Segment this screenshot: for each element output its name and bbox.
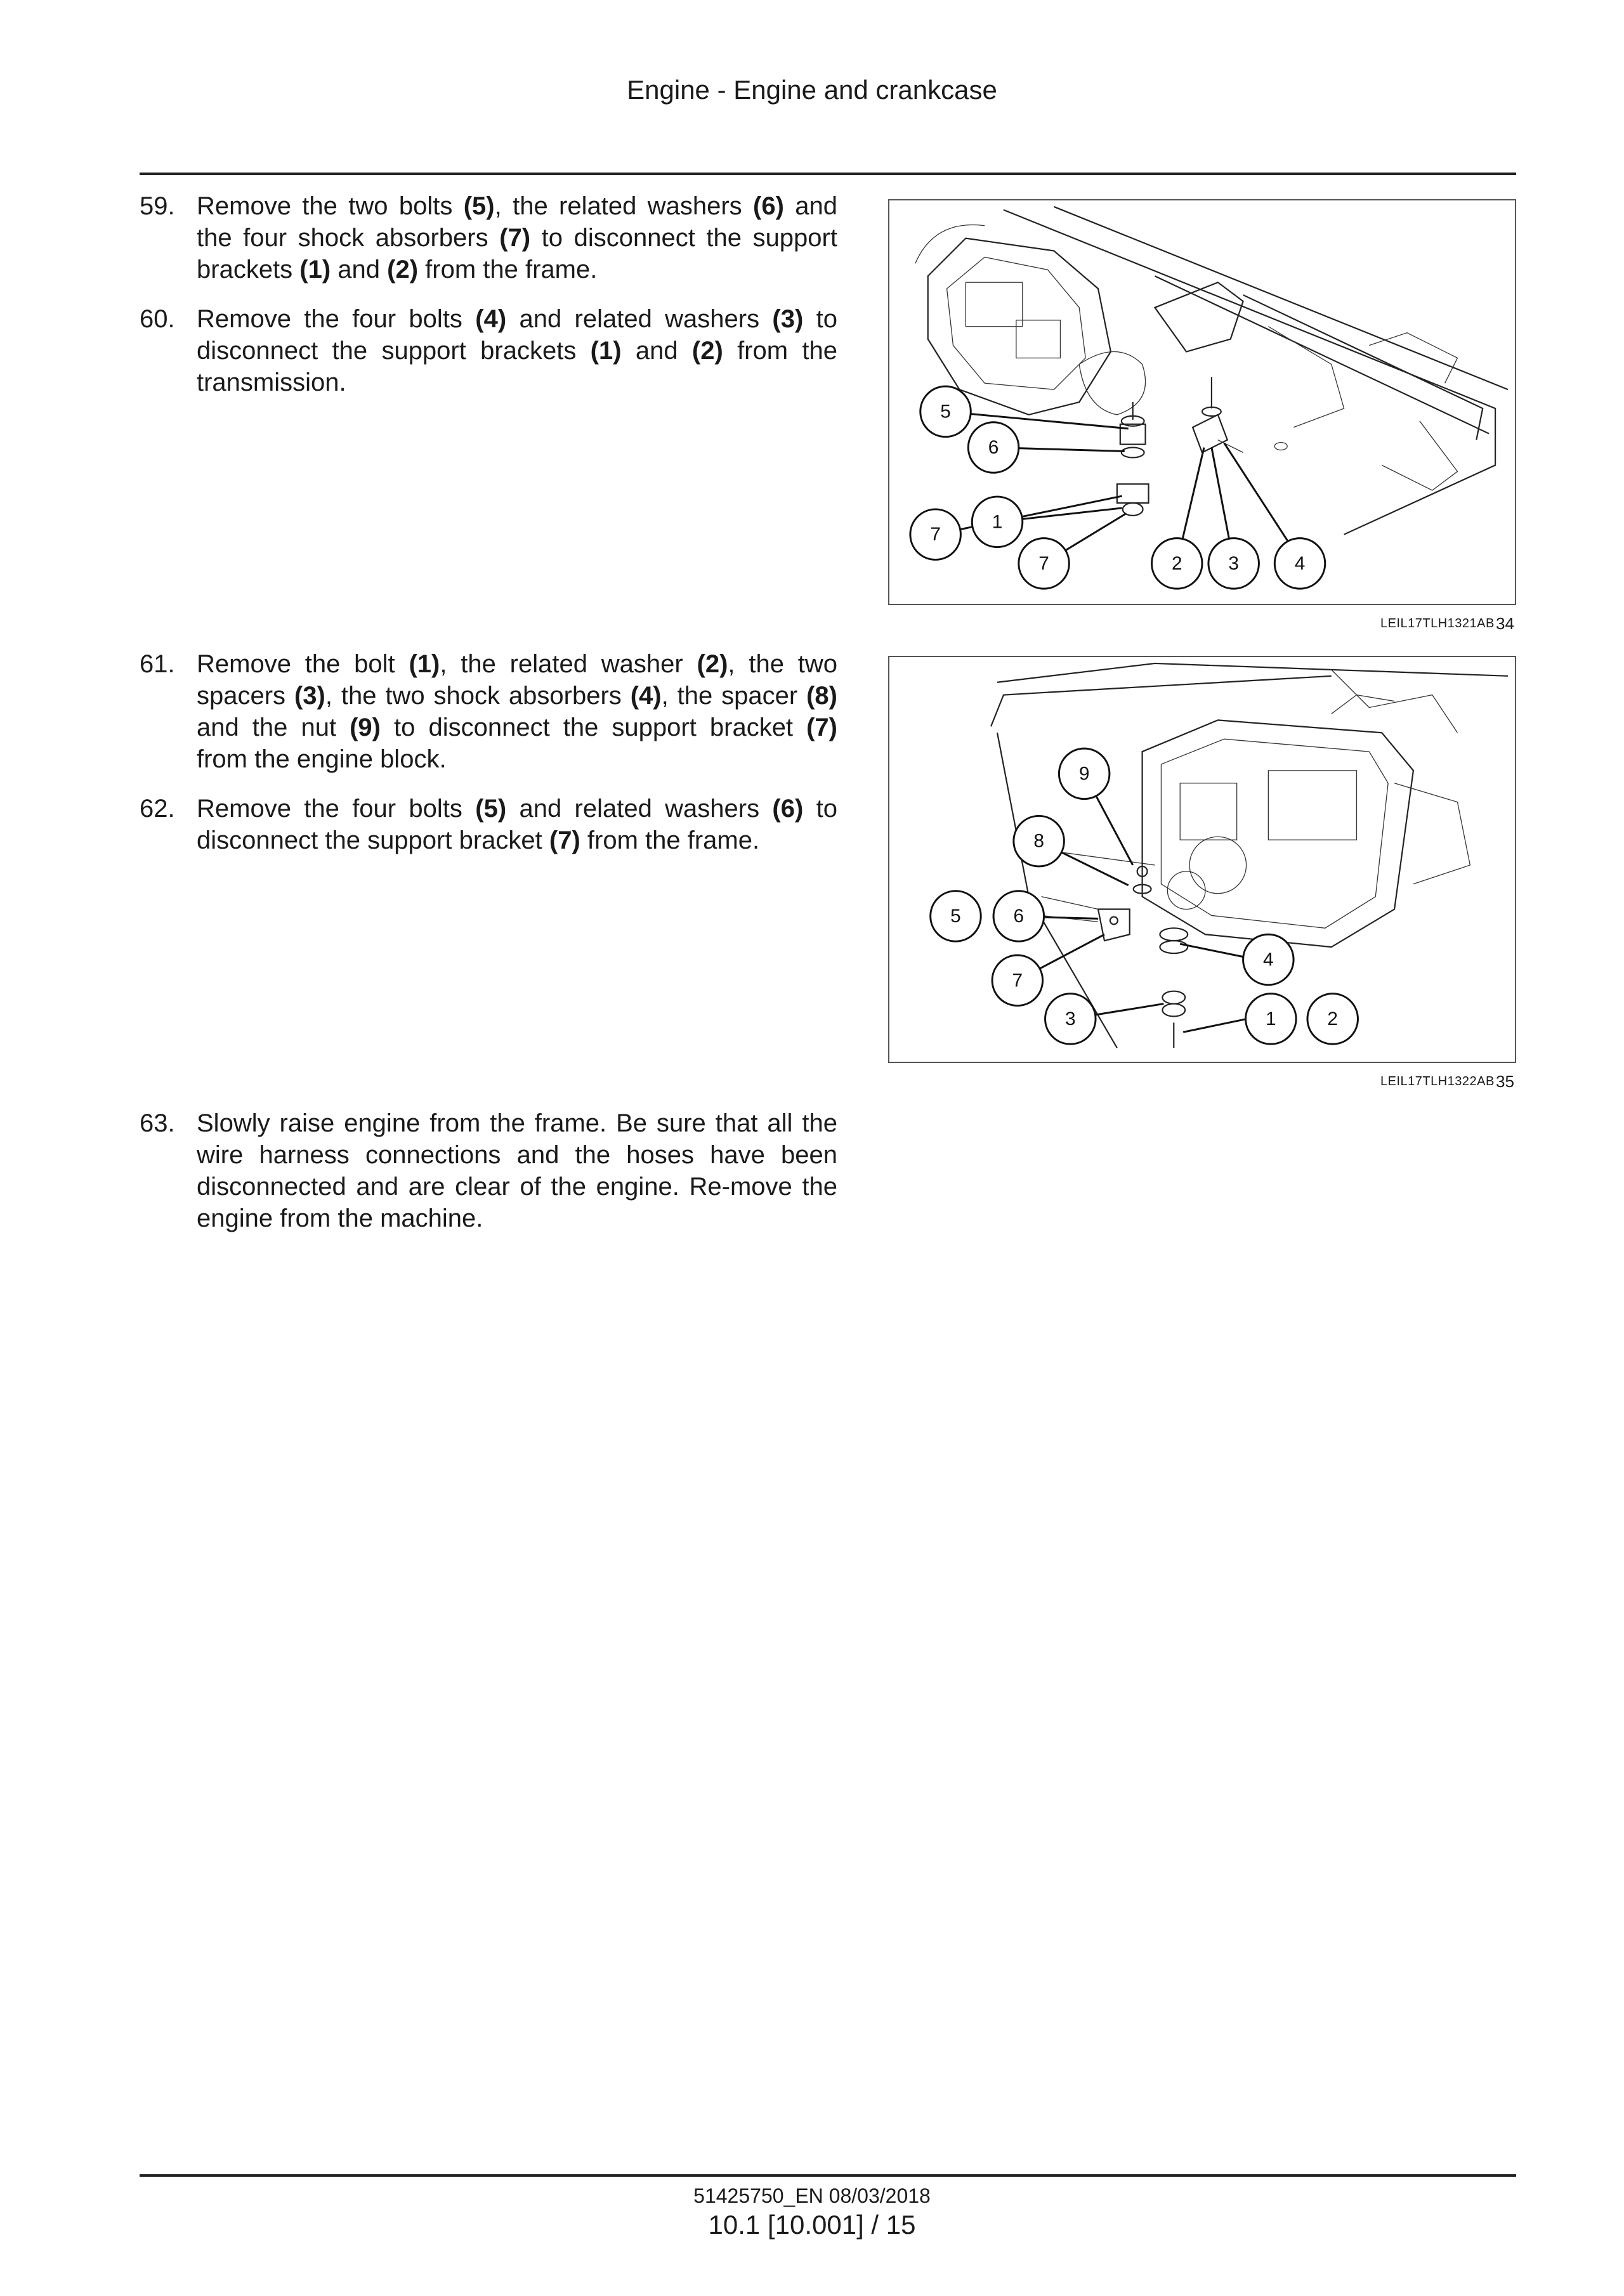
step-text [197, 303, 837, 398]
part-reference: (3) [772, 305, 804, 333]
step-text-run: Remove the bolt [197, 650, 409, 678]
step-text-run: , the spacer [661, 682, 807, 710]
callout-7 [992, 955, 1043, 1006]
step-text-run: to disconnect the support brackets [197, 224, 837, 284]
step-text-run: and [621, 337, 692, 365]
step-60 [140, 303, 837, 398]
step-number: 61. [140, 650, 175, 678]
footer-page-number: 10.1 [10.001] / 15 [708, 2210, 916, 2240]
part-reference: (3) [294, 682, 325, 710]
svg-text:3: 3 [1228, 552, 1239, 574]
svg-text:1: 1 [992, 511, 1003, 533]
step-number: 62. [140, 795, 175, 823]
callout-6 [968, 422, 1019, 473]
svg-text:4: 4 [1294, 552, 1306, 574]
svg-text:9: 9 [1078, 763, 1090, 785]
callout-3 [1045, 994, 1096, 1045]
step-text-run: and related washers [506, 795, 773, 823]
callout-2 [1307, 994, 1358, 1045]
callout-5 [931, 891, 981, 942]
figure-34-illustration [889, 200, 1515, 604]
step-number: 60. [140, 305, 175, 333]
part-reference: (6) [772, 795, 804, 823]
step-number: 63. [140, 1109, 175, 1137]
figure-35-code: LEIL17TLH1322AB [1380, 1074, 1495, 1088]
callout-1 [1246, 994, 1297, 1045]
part-reference: (7) [499, 224, 531, 252]
part-reference: (2) [691, 337, 723, 365]
svg-text:5: 5 [940, 401, 951, 422]
part-reference: (6) [753, 192, 784, 220]
step-text-run: from the frame. [580, 826, 760, 854]
svg-text:7: 7 [1012, 970, 1023, 991]
step-text-run: to disconnect the support bracket [197, 795, 837, 854]
callout-2 [1152, 538, 1203, 589]
part-reference: (9) [350, 714, 381, 741]
step-text-run: , the two spacers [197, 650, 837, 710]
step-text [197, 190, 837, 285]
callout-4 [1243, 934, 1294, 985]
callout-8 [1014, 816, 1064, 866]
part-reference: (4) [630, 682, 662, 710]
svg-text:2: 2 [1327, 1008, 1338, 1029]
part-reference: (7) [549, 826, 580, 854]
step-text-run: , the related washer [440, 650, 697, 678]
svg-text:3: 3 [1065, 1008, 1076, 1029]
step-text-run: Remove the two bolts [197, 192, 464, 220]
step-text-run: Remove the four bolts [197, 305, 476, 333]
step-63 [140, 1107, 837, 1234]
step-text-run: to disconnect the support brackets [197, 305, 837, 365]
step-59 [140, 190, 837, 285]
svg-text:7: 7 [930, 524, 941, 545]
svg-text:7: 7 [1038, 552, 1049, 574]
step-text [197, 1107, 837, 1234]
step-text-run: from the engine block. [197, 745, 447, 773]
step-text-run: from the transmission. [197, 337, 837, 396]
step-number: 59. [140, 192, 175, 220]
step-text-run: , the related washers [494, 192, 754, 220]
svg-text:1: 1 [1266, 1008, 1276, 1029]
figure-34-number: 34 [1496, 614, 1514, 633]
svg-text:6: 6 [988, 437, 999, 459]
svg-text:5: 5 [950, 905, 961, 927]
callout-4 [1274, 538, 1325, 589]
callout-5 [920, 386, 971, 437]
part-reference: (2) [697, 650, 728, 678]
callout-7 [1019, 538, 1070, 589]
part-reference: (5) [463, 192, 495, 220]
step-61 [140, 648, 837, 775]
footer-divider [140, 2174, 1516, 2177]
callout-6 [993, 891, 1044, 942]
step-text-run: and the nut [197, 714, 350, 741]
step-text [197, 648, 837, 775]
step-text-run: Remove the four bolts [197, 795, 476, 823]
part-reference: (1) [409, 650, 440, 678]
figure-35-illustration [889, 657, 1515, 1062]
page-header-title: Engine - Engine and crankcase [627, 75, 997, 105]
step-text-run: , the two shock absorbers [325, 682, 631, 710]
figure-34-engine-rear-mount [888, 199, 1516, 605]
part-reference: (1) [590, 337, 622, 365]
callout-3 [1208, 538, 1259, 589]
step-text-run: and related washers [506, 305, 773, 333]
svg-text:8: 8 [1033, 830, 1044, 852]
step-text-run: to disconnect the support bracket [381, 714, 807, 741]
header-divider [140, 173, 1516, 175]
part-reference: (4) [475, 305, 507, 333]
part-reference: (5) [475, 795, 507, 823]
part-reference: (2) [387, 256, 419, 284]
part-reference: (1) [299, 256, 331, 284]
step-text-run: and the four shock absorbers [197, 192, 838, 252]
part-reference: (8) [806, 682, 837, 710]
figure-35-engine-front-mount [888, 656, 1516, 1063]
step-text-run: and [331, 256, 388, 284]
step-text-run: from the frame. [418, 256, 598, 284]
figure-34-code: LEIL17TLH1321AB [1380, 616, 1495, 630]
step-text-run: Slowly raise engine from the frame. Be sure that all the wire harness connections and the hoses have been disconnected and are clear of the engine. Re-move the engine from the machine. [197, 1109, 837, 1232]
step-62 [140, 793, 837, 856]
footer-document-id: 51425750_EN 08/03/2018 [693, 2184, 931, 2207]
callout-9 [1059, 748, 1110, 799]
part-reference: (7) [806, 714, 837, 741]
callout-1 [972, 497, 1023, 547]
svg-text:4: 4 [1263, 949, 1274, 970]
step-text [197, 793, 837, 856]
svg-text:2: 2 [1171, 552, 1182, 574]
svg-text:6: 6 [1013, 905, 1025, 927]
figure-35-number: 35 [1496, 1072, 1514, 1091]
callout-7 [910, 509, 961, 560]
